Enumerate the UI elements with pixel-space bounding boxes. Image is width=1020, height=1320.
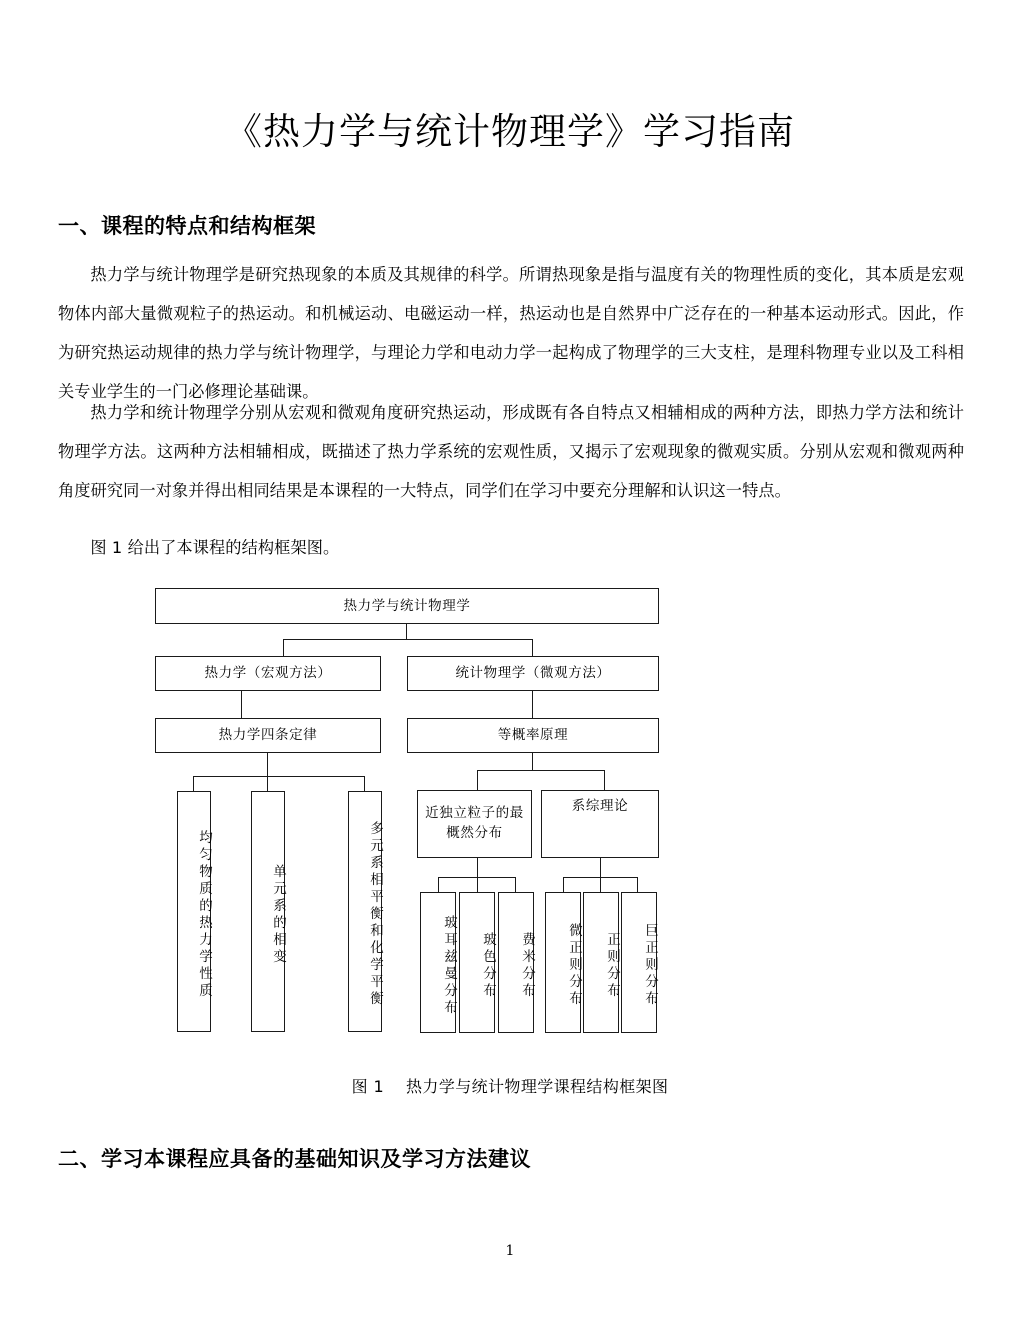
- connector-root-stem: [406, 624, 407, 640]
- connector-to-right-sub-1: [477, 770, 478, 791]
- connector-to-right-branch: [532, 639, 533, 657]
- connector-to-right-leaf-5: [600, 877, 601, 893]
- diagram-node-right-leaf-1: 玻耳兹曼分布: [420, 892, 456, 1033]
- diagram-node-left-principle: 热力学四条定律: [155, 718, 381, 753]
- page-number: 1: [505, 1243, 515, 1259]
- connector-to-right-leaf-1: [438, 877, 439, 893]
- diagram-node-left-branch: 热力学（宏观方法）: [155, 656, 381, 691]
- connector-to-right-leaf-4: [563, 877, 564, 893]
- connector-left-leaf-bus: [193, 776, 365, 777]
- connector-root-bus: [283, 639, 533, 640]
- connector-right-sub-2-stem: [600, 858, 601, 878]
- diagram-node-left-leaf-2: 单元系的相变: [251, 791, 285, 1032]
- figure-caption-label: 图 1: [351, 1077, 385, 1096]
- figure-caption-text: 热力学与统计物理学课程结构框架图: [406, 1077, 669, 1096]
- diagram-node-right-branch: 统计物理学（微观方法）: [407, 656, 659, 691]
- course-structure-diagram: [155, 588, 675, 1048]
- diagram-node-right-leaf-3: 费米分布: [498, 892, 534, 1033]
- connector-right-sub-1-stem: [477, 858, 478, 878]
- connector-right-sub-bus: [477, 770, 605, 771]
- section-heading-1: 一、课程的特点和结构框架: [58, 214, 316, 238]
- section-heading-2: 二、学习本课程应具备的基础知识及学习方法建议: [58, 1147, 531, 1171]
- connector-to-right-leaf-3: [515, 877, 516, 893]
- diagram-node-left-leaf-3: 多元系相平衡和化学平衡: [348, 791, 382, 1032]
- connector-to-left-leaf-2: [267, 776, 268, 792]
- figure-caption: [0, 1074, 1020, 1097]
- diagram-node-right-sub-2: 系综理论: [541, 790, 659, 858]
- diagram-node-right-sub-1: 近独立粒子的最概然分布: [417, 790, 532, 858]
- paragraph-1: 热力学与统计物理学是研究热现象的本质及其规律的科学。所谓热现象是指与温度有关的物理性质的变化，其本质是宏观物体内部大量微观粒子的热运动。和机械运动、电磁运动一样，热运动也是自然界中广泛存在的一种基本运动形式。因此，作为研究热运动规律的热力学与统计物理学，与理论力学和电动力学一起构成了物理学的三大支柱，是理科物理专业以及工科相关专业学生的一门必修理论基础课。: [58, 265, 964, 401]
- connector-to-right-sub-2: [604, 770, 605, 791]
- connector-left-branch-to-principle: [241, 691, 242, 719]
- connector-right-branch-to-principle: [532, 691, 533, 719]
- connector-to-left-leaf-3: [364, 776, 365, 792]
- connector-to-right-leaf-2: [477, 877, 478, 893]
- diagram-node-right-principle: 等概率原理: [407, 718, 659, 753]
- paragraph-3: 图 1 给出了本课程的结构框架图。: [90, 538, 340, 557]
- diagram-node-root: 热力学与统计物理学: [155, 588, 659, 624]
- paragraph-2: 热力学和统计物理学分别从宏观和微观角度研究热运动，形成既有各自特点又相辅相成的两种方法，即热力学方法和统计物理学方法。这两种方法相辅相成，既描述了热力学系统的宏观性质，又揭示了宏观现象的微观实质。分别从宏观和微观两种角度研究同一对象并得出相同结果是本课程的一大特点，同学们在学习中要充分理解和认识这一特点。: [58, 403, 964, 500]
- diagram-node-right-leaf-4: 微正则分布: [545, 892, 581, 1033]
- connector-to-left-leaf-1: [193, 776, 194, 792]
- connector-left-principle-stem: [267, 753, 268, 777]
- connector-to-right-leaf-6: [637, 877, 638, 893]
- diagram-node-right-leaf-5: 正则分布: [583, 892, 619, 1033]
- connector-right-principle-stem: [532, 753, 533, 771]
- connector-to-left-branch: [283, 639, 284, 657]
- diagram-node-right-leaf-6: 巨正则分布: [621, 892, 657, 1033]
- diagram-node-left-leaf-1: 均匀物质的热力学性质: [177, 791, 211, 1032]
- diagram-node-right-leaf-2: 玻色分布: [459, 892, 495, 1033]
- page-title: 《热力学与统计物理学》学习指南: [225, 110, 795, 153]
